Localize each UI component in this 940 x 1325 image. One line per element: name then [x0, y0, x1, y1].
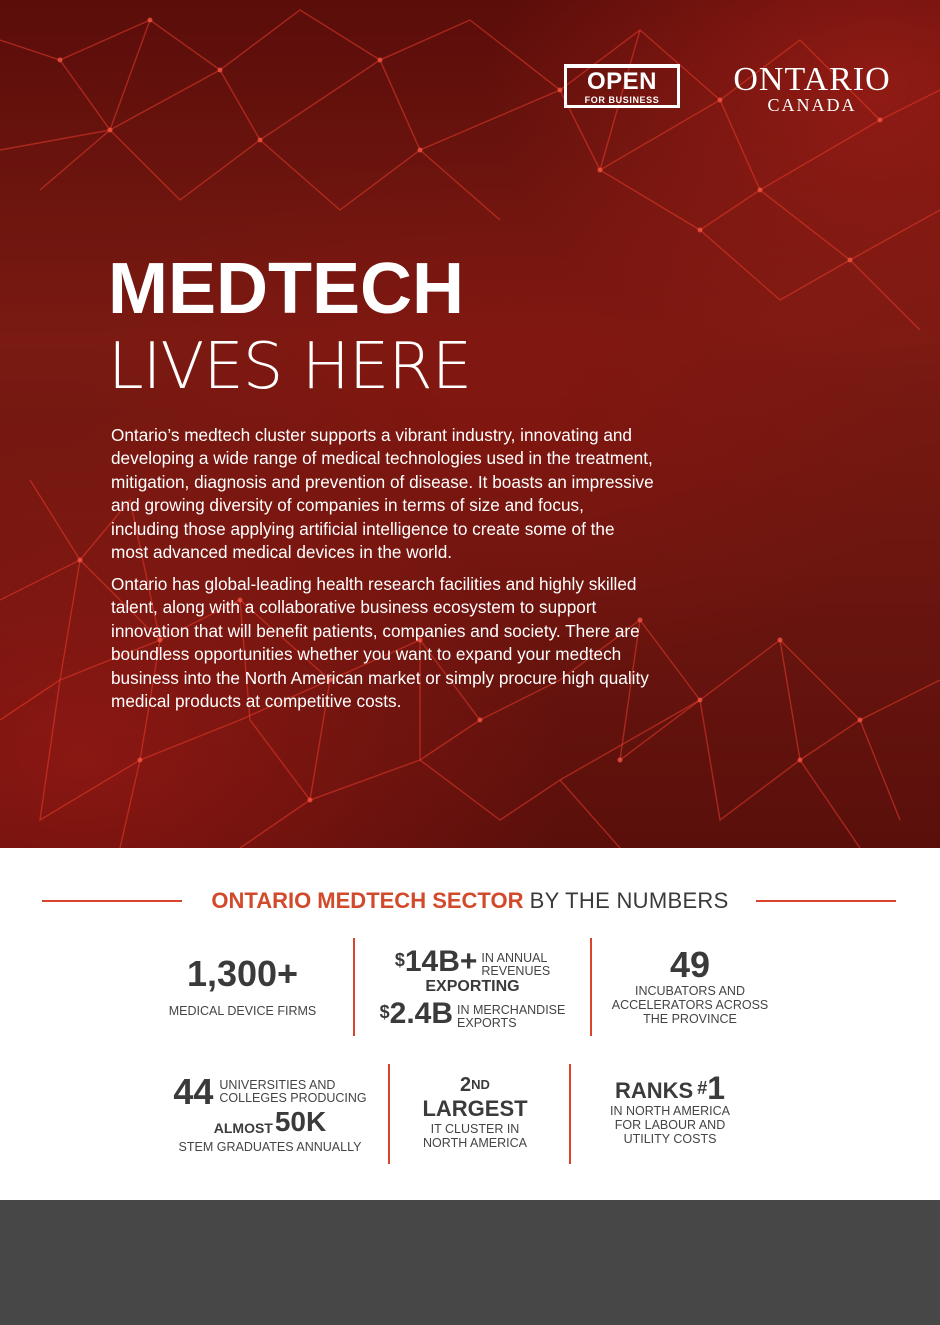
stat-device-firms-label: MEDICAL DEVICE FIRMS	[168, 1004, 317, 1018]
canada-logo-word: CANADA	[767, 95, 857, 115]
ranks-line3: UTILITY COSTS	[623, 1132, 717, 1146]
hero-title-line1: MEDTECH	[108, 249, 464, 329]
revenue-amount: 14B+	[404, 945, 478, 978]
ranks-line1: IN NORTH AMERICA	[610, 1104, 730, 1118]
stat-ranks	[600, 1072, 740, 1146]
it-cluster-label	[405, 1122, 545, 1150]
exporting-label: EXPORTING	[425, 978, 520, 995]
exports-row	[370, 996, 575, 1032]
hero-title-line2: LIVES HERE	[108, 330, 472, 404]
ontario-canada-logo	[724, 62, 900, 118]
it-cluster-ordinal-number: 2	[460, 1074, 472, 1096]
graduates-label: STEM GRADUATES ANNUALLY	[178, 1140, 362, 1154]
it-cluster-largest: LARGEST	[422, 1096, 528, 1121]
stat-universities	[170, 1071, 370, 1154]
universities-line2: COLLEGES PRODUCING	[219, 1091, 367, 1105]
exports-label-line2: EXPORTS	[457, 1016, 517, 1030]
stat-device-firms	[150, 952, 335, 1018]
universities-label	[219, 1079, 366, 1106]
exports-currency: $	[379, 1002, 390, 1022]
it-cluster-ordinal-suffix: ND	[471, 1077, 490, 1092]
universities-line1: UNIVERSITIES AND	[219, 1077, 336, 1092]
universities-row	[170, 1071, 370, 1112]
revenue-row	[370, 944, 575, 980]
stat-incubators-value: 49	[669, 944, 711, 985]
intro-paragraph-2: Ontario has global-leading health research facilities and highly skilled talent, along with a collaborative business ecosystem to support innovation that will benefit patients, companies and society. There are boundless opportunities whether you want to expand your medtech business into the North American market or simply procure high quality medical products at competitive costs.	[111, 574, 649, 712]
heading-rule-right	[756, 900, 896, 902]
stat-revenue-exports	[370, 944, 575, 1032]
ranks-row	[600, 1072, 740, 1104]
ranks-word: RANKS	[614, 1078, 694, 1103]
open-logo-word: OPEN	[586, 68, 657, 95]
divider-row2-b	[569, 1064, 571, 1164]
stat-incubators	[610, 944, 770, 1026]
divider-row1-b	[590, 938, 592, 1036]
incubators-line2: ACCELERATORS ACROSS	[611, 998, 769, 1012]
revenue-currency: $	[394, 950, 405, 970]
intro-paragraph-1: Ontario’s medtech cluster supports a vibrant industry, innovating and developing a wide range of medical technologies used in the treatment, mitigation, diagnosis and prevention of disease. It boasts an impressive and growing diversity of companies in terms of size and focus, including those applying artificial intelligence to create some of the most advanced medical devices in the world.	[111, 425, 654, 563]
divider-row2-a	[388, 1064, 390, 1164]
ontario-logo-word: ONTARIO	[733, 61, 891, 98]
incubators-line3: THE PROVINCE	[643, 1012, 737, 1026]
revenue-label	[481, 952, 550, 978]
universities-value: 44	[173, 1071, 214, 1112]
numbers-heading-rest: BY THE NUMBERS	[529, 888, 729, 913]
it-cluster-ordinal	[405, 1074, 545, 1096]
exports-amount: 2.4B	[389, 997, 454, 1030]
heading-rule-left	[42, 900, 182, 902]
it-cluster-line2: NORTH AMERICA	[423, 1136, 527, 1150]
graduates-value: 50K	[274, 1106, 327, 1137]
ranks-number	[697, 1072, 725, 1104]
numbers-heading	[190, 886, 750, 916]
stat-device-firms-value: 1,300+	[186, 953, 299, 994]
revenue-label-line1: IN ANNUAL	[481, 951, 548, 965]
ranks-hash: #	[697, 1078, 708, 1098]
numbers-heading-accent: ONTARIO MEDTECH SECTOR	[211, 888, 524, 913]
exports-value	[380, 996, 453, 1032]
graduates-almost: ALMOST	[213, 1120, 273, 1136]
ranks-one: 1	[707, 1070, 726, 1106]
stat-it-cluster	[405, 1074, 545, 1150]
divider-row1-a	[353, 938, 355, 1036]
it-cluster-line1: IT CLUSTER IN	[430, 1122, 520, 1136]
stat-incubators-label	[610, 984, 770, 1026]
revenue-label-line2: REVENUES	[481, 964, 551, 978]
graduates-row	[170, 1108, 370, 1136]
ranks-label	[600, 1104, 740, 1146]
revenue-value	[395, 944, 478, 980]
exports-label	[457, 1004, 565, 1030]
incubators-line1: INCUBATORS AND	[635, 984, 745, 998]
numbers-section	[0, 848, 940, 1200]
open-for-business-logo	[564, 64, 680, 108]
footer-band	[0, 1200, 940, 1325]
open-logo-subtitle: FOR BUSINESS	[584, 95, 660, 105]
ranks-line2: FOR LABOUR AND	[614, 1118, 726, 1132]
exports-label-line1: IN MERCHANDISE	[457, 1003, 566, 1017]
